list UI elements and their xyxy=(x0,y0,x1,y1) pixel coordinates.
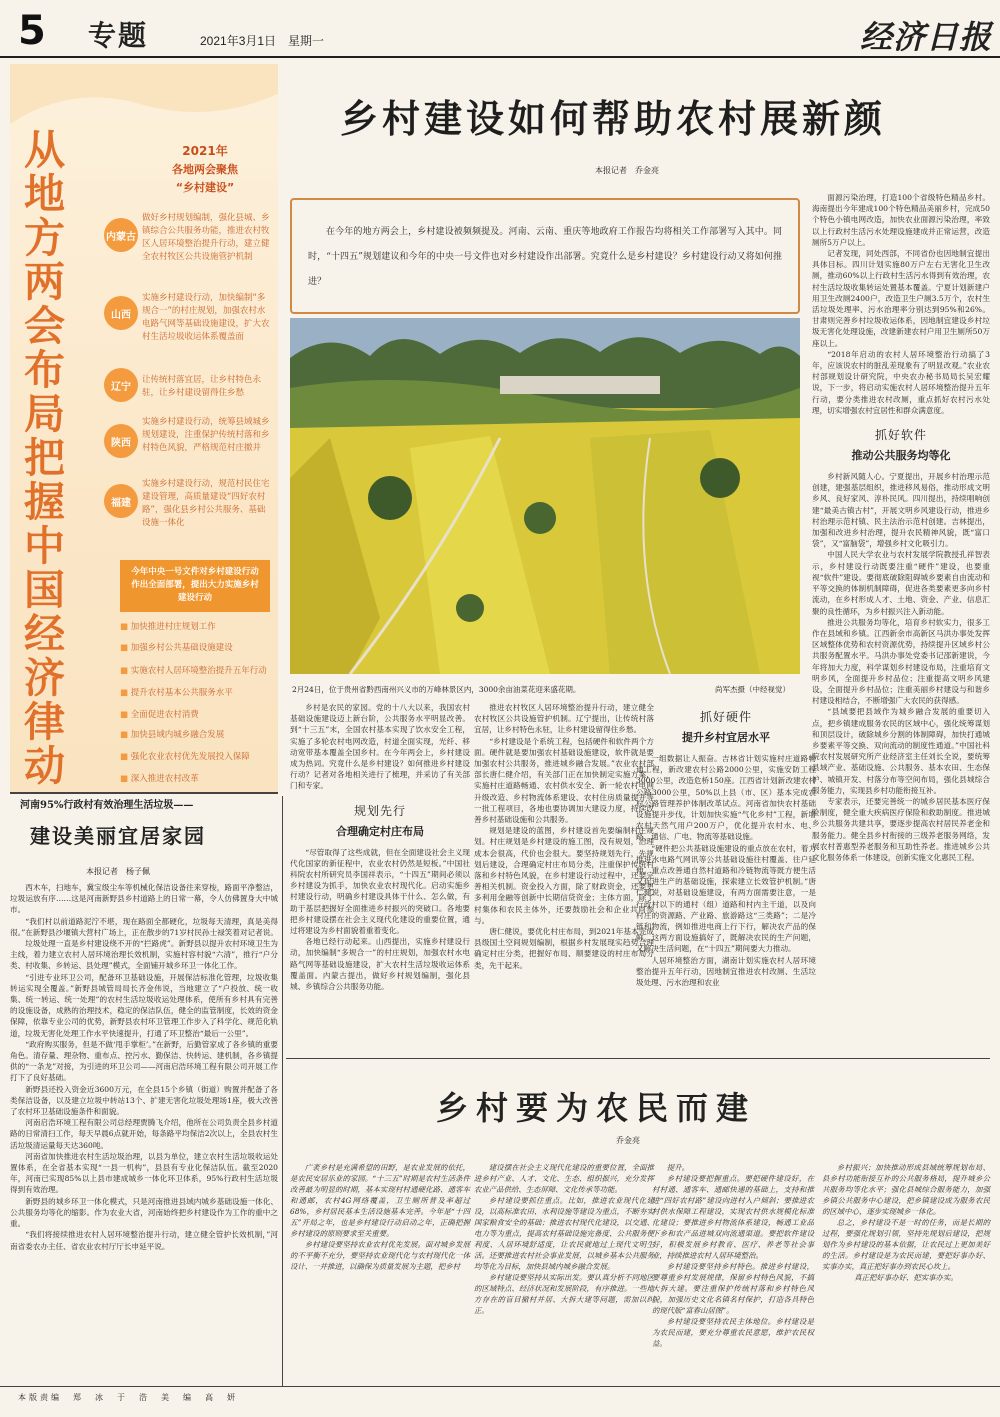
divider xyxy=(0,1386,1000,1387)
paragraph: 乡村建设要坚持乡村特色。推进乡村建设，要尊重乡村发展规律，保留乡村特色风貌，不搞大拆大建。要注重保护传统村落和乡村特色风貌，加强历史文化名镇名村保护，打造各具特色的现代版“富春山居图”。 xyxy=(652,1262,814,1315)
paragraph: 新野县还投入资金近3600万元，在全县15个乡镇（街道）购置并配备了各类保洁设备，以及建立垃圾中转站13个、扩建无害化垃圾处理场1座，极大改善了农村环卫基础设施条件和面貌。 xyxy=(10,1084,278,1117)
paper-logo: 经济日报 xyxy=(860,18,993,56)
paragraph: 提升。 xyxy=(666,1163,689,1172)
paragraph: 乡村建设要抓住重点。比如，推进农业现代化建设，以高标准农田、水利设施等建设为重点，不断夯实国家粮食安全的基础；推进农村现代化建设，以交通、电力等为重点，提高农村基础设施完备度、公共服务便利度、人居环境舒适度，让农民就地过上现代文明生活。还要推进农村社会事业发展，以城乡基本公共服务均等化为目标，加快县域内城乡融合发展。 xyxy=(474,1196,654,1271)
article-body xyxy=(10,882,278,1252)
page-footer: 本版责编 郑 冰 于 浩 美 编 高 妍 xyxy=(18,1393,238,1402)
theme-badge xyxy=(145,142,265,195)
badge-year: 2021年 xyxy=(182,144,228,158)
province-text: 做好乡村规划编制，强化县城、乡镇综合公共服务功能，推进农村牧区人居环境整治提升行动，建立健全农村牧区公共设施管护机制 xyxy=(142,213,270,262)
section-title: 专题 xyxy=(88,19,149,52)
paragraph: 河南省加快推进农村生活垃圾治理，以县为单位，建立农村生活垃圾收运处置体系，在全省基本实现“一县一机构”，县县有专业化保洁队伍。截至2020年，河南已实现85%以上县市建成城乡一体化环卫体系，95%行政村生活垃圾得到有效治理。 xyxy=(10,1151,278,1195)
main-column-2 xyxy=(474,702,654,971)
bullet-item: ■ 加快县域内城乡融合发展 xyxy=(120,730,224,740)
intro-box xyxy=(290,198,800,314)
paragraph: “引进专业环卫公司，配备环卫基础设施，开展保洁标准化管理，垃圾收集转运实现全覆盖。”新野县城管局局长齐金伟说，当地建立了“户投放、统一收集、统一转运、统一处理”的农村生活垃圾收运处理体系，使所有乡村具有完善的设施设备，成熟的治理技术，稳定的保洁队伍，健全的监管制度，长效的资金保障，依靠专业公司的优势，新野县农村环卫管理工作步入了科学化、规范化轨道，垃圾无害化处理工作水平快速提升，打通了环卫整治“最后一公里”。 xyxy=(10,972,278,1038)
paragraph: 总之，乡村建设不是一时的任务，而是长期的过程，要强化规划引领，坚持先规划后建设，把规划作为乡村建设的基本依据，让农民过上更加美好的生活。乡村建设是为农民而建，要把好事办好、实事办实，真正把好事办到农民心坎上。 xyxy=(822,1218,990,1271)
article-byline: 本报记者 杨子佩 xyxy=(86,867,150,876)
paragraph: “县域要把县域作为城乡融合发展的重要切入点，把乡镇建成服务农民的区域中心，强化统筹谋划和顶层设计，破除城乡分割的体制障碍，加快打通城乡要素平等交换、双向流动的制度性通道。”中国社科院农村发展研究所产业经济室主任刘长全说，要统筹县域产业、基础设施、公共服务、基本农田、生态保护、城镇开发、村落分布等空间布局，强化县城综合服务能力，实现县乡村功能衔接互补。 xyxy=(812,707,990,795)
central-document-box: 今年中央一号文件对乡村建设行动作出全面部署，提出大力实施乡村建设行动 xyxy=(120,560,270,612)
paragraph: 乡村建设要把握重点。要把硬件建设好，在村村通、通客车、通邮快递的基础上，支持和推进“四好农村路”建设向进村入户倾斜；要推进农村供水保障工程建设，实现农村供水规模化标准化建设；要推进乡村物流体系建设，畅通工业品下乡和农产品进城双向流通渠道。要把软件建设好，积极发展乡村教育、医疗、养老等社会事业，持续推进农村人居环境整治。 xyxy=(652,1174,814,1260)
main-headline: 乡村建设如何帮助农村展新颜 xyxy=(340,96,887,141)
subheading: 合理确定村庄布局 xyxy=(336,824,424,838)
bullet-item: ■ 提升农村基本公共服务水平 xyxy=(120,688,233,698)
paragraph: 中国人民大学农业与农村发展学院教授孔祥智表示，乡村建设行动既要注重“硬件”建设，也要重视“软件”建设。要彻底破除阻碍城乡要素自由流动和平等交换的体制机制障碍，促进各类要素更多向乡村流动，在乡村形成人才、土地、资金、产业、信息汇聚的良性循环，为乡村振兴注入新动能。 xyxy=(812,550,990,616)
bullet-item: ■ 全面促进农村消费 xyxy=(120,710,199,720)
page-number: 5 xyxy=(18,8,46,54)
paragraph: 推进公共服务均等化，培育乡村软实力，很多工作在县域和乡镇。江西新余市高新区马洪办事处发挥区域整体优势和农村资源优势，持续提升区域乡村公共服务配置水平。马洪办事处党委书记邵新建说，今年将加大力度，科学谋划乡村建设布局，注重培育文明乡风，全面提升乡村品位；注重提高文明乡风建设，全面提升乡村品位；注重美丽乡村建设与和谐乡村建设相结合，不断增强广大农民的获得感。 xyxy=(812,617,990,706)
editorial-headline: 乡村要为农民而建 xyxy=(436,1089,757,1127)
article-headline: 建设美丽宜居家园 xyxy=(30,824,206,848)
bullet-item: ■ 加快推进村庄规划工作 xyxy=(120,622,216,632)
main-column-3 xyxy=(636,708,816,988)
province-badge: 内蒙古 xyxy=(104,218,138,252)
paragraph: 乡村新风随人心。宁夏提出，开展乡村治理示范创建，建强基层组织，推进移风易俗，推动形成文明乡风、良好家风、淳朴民风。四川提出，持续唱响创建“最美古镇古村”，开展文明乡风建设行动，推进乡村治理示范村镇、民主法治示范村创建。吉林提出，加强和改进乡村治理，提升农民精神风貌，既“富口袋”，又“富脑袋”，增强乡村文化吸引力。 xyxy=(812,472,990,549)
subheading: 推动公共服务均等化 xyxy=(851,449,951,463)
badge-line1: 各地两会聚焦 xyxy=(172,163,238,176)
divider xyxy=(282,796,283,1386)
bullet-item: ■ 加强乡村公共基础设施建设 xyxy=(120,643,233,653)
bullet-item: ■ 实施农村人居环境整治提升五年行动 xyxy=(120,666,267,676)
province-badge: 山西 xyxy=(104,296,138,330)
vertical-headline: 从地方两会布局把握中国经济律动 xyxy=(24,126,65,790)
subheading: 规划先行 xyxy=(353,803,406,818)
intro-text: 在今年的地方两会上，乡村建设被频频提及。河南、云南、重庆等地政府工作报告均将相关工作部署写入其中。同时，“十四五”规划建议和今年的中央一号文件也对乡村建设作出部署。究竟什么是乡村建设？乡村建设行动又将如何推进？ xyxy=(308,227,782,287)
divider xyxy=(286,1058,990,1059)
paragraph: 真正把好事办好、把实事办实。 xyxy=(854,1273,958,1282)
paragraph: “乡村建设是个系统工程，包括硬件和软件两个方面。硬件就是要加强农村基础设施建设，软件就是要加强农村公共服务，推进城乡融合发展。”农业农村部部长唐仁健介绍，有关部门正在加快制定实施方案，实施村庄道路畅通、农村供水安全、新一轮农村电网升级改造、乡村物流体系建设、农村住房质量提升等一批工程项目，各地也要协调加大建设力度，持续改善乡村基础设施和公共服务。 xyxy=(474,736,654,825)
paragraph: 人居环境整治方面，湖南计划实施农村人居环境整治提升五年行动，因地制宜推进农村改厕、生活垃圾处理、污水治理和农业 xyxy=(636,955,816,988)
province-text: 实施乡村建设行动，规范村民住宅建设管理，高质量建设“四好农村路”，强化县乡村公共服务、基础设施一体化 xyxy=(142,479,270,528)
paragraph: 乡村建设要坚持从实际出发。要认真分析不同地区的区域特点、经济状况和发展阶段，有序推进。一些地方存在的盲目撤村并居、大拆大建等问题，需加以纠正。 xyxy=(474,1273,654,1315)
rapeseed-field-photo xyxy=(290,318,800,674)
editorial-column-4 xyxy=(822,1162,990,1283)
paragraph: 河南启浩环境工程有限公司总经理贾腾飞介绍，他所在公司负责全县乡村道路的日常清扫工作，每天早晨6点就开始，每条路平均保洁2次以上，全县农村生活垃圾清运量每天达360吨。 xyxy=(10,1118,278,1150)
paragraph: 面源污染治理，打造100个省级特色精品乡村。海南提出今年建成100个特色精品美丽乡村，完成50个特色小镇电网改造，加快农业面源污染治理，率致以上行政村生活污水处理设施建成并正常运营，改造厕所5万户以上。 xyxy=(812,193,990,247)
paragraph: 各地已经行动起来。山西提出，实施乡村建设行动，加快编制“多规合一”的村庄规划，加强农村水电路气网等基础设施建设，扩大农村生活垃圾收运体系覆盖面。内蒙古提出，做好乡村规划编制，强化县城、乡镇综合公共服务功能。 xyxy=(290,937,470,992)
divider xyxy=(10,792,278,794)
photo-caption: 2月24日，位于贵州省黔西南州兴义市的万峰林景区内，3000余亩油菜花迎来盛花期。 xyxy=(292,685,581,694)
photo-credit: 尚军杰摄（中经视觉） xyxy=(715,685,790,694)
editorial-column-3 xyxy=(652,1162,814,1349)
paragraph: 记者发现，同处西部，不同省份也因地制宜提出具体目标。四川计划实施80万户左右无害化卫生改厕，推动60%以上行政村生活污水得到有效治理，农村生活垃圾收集转运处置基本覆盖。宁夏计划新建户用卫生改厕2400户，改造卫生户厕3.5万个，农村生活垃圾处理率、污水治理率分别达到95%和26%。甘肃则完善乡村垃圾收运体系，因地制宜建设乡村垃圾无害化处理设施，改建新建农村户用卫生厕所50万座以上。 xyxy=(812,249,990,348)
editorial-column-2 xyxy=(474,1162,654,1316)
bullet-item: ■ 深入推进农村改革 xyxy=(120,774,199,784)
paragraph: “我们村以前道路泥泞不堪，现在路面全都硬化，垃圾每天清理，真是美得很。”在新野县沙堰镇大营村广场上，正在散步的71岁村民孙士禄笑着对记者说。 xyxy=(10,916,278,937)
province-text: 实施乡村建设行动，统筹县域城乡规划建设，注重保护传统村落和乡村特色风貌，严格规范村庄撤并 xyxy=(142,417,270,453)
paragraph: “2018年启动的农村人居环境整治行动搞了3年，应该说农村的脏乱差现象有了明显改观。”农业农村部规划设计研究院，中央农办秘书局局长吴宏耀说，下一步，将启动实施农村人居环境整治提升五年行动，要分类推进农村改厕，重点抓好农村污水处理，切实增强农村宜居性和群众满意度。 xyxy=(812,349,990,415)
paragraph: “硬件把公共基础设施建设的重点放在农村，着力推进水电路气网讯等公共基础设施往村覆盖、往户延伸，重点改善通自然村道路和冷链物流等既方便生活又促进生产的基础设施，探索建立长效管护机制。”唐仁健说，对基础设施建设，有两方面需要注意，一是行政村以下的通村（组）道路和村内主干道，以及向村庄的资源路、产业路、旅游路这“三类路”；二是冷链和物流，例如推进电商上行下行，解决农产品的保鲜。这两方面设施搞好了，既解决农民的生产问题，又解决生活问题，在“十四五”期间要大力推动。 xyxy=(636,843,816,954)
paragraph: 乡村振兴；加快推动形成县域统筹规划布局、县乡村功能衔接互补的公共服务格局，提升城乡公共服务均等化水平；强化县城综合服务能力，加强乡镇公共服务中心建设，把乡镇建设成为服务农民的区域中心，逐步实现城乡一体化。 xyxy=(822,1163,990,1216)
paragraph: 规划是建设的蓝图，乡村建设首先要编制村庄规划。村庄规划是乡村建设的施工图，没有规划，治理成本会很高，代价也会很大。要坚持规划先行，先规划后建设，合理确定村庄布局分类，注重保护传统村落和乡村特色风貌，在乡村建设行动过程中，还要完善相关机制。资金投入方面，除了财政资金，还要更多利用金融等创新中长期信贷资金；主体方面，除了村集体和农民主体外，还要鼓励社会和企业共同参与。 xyxy=(474,826,654,925)
main-byline: 本报记者 乔金亮 xyxy=(595,166,659,175)
paragraph: 西木车，扫地车，冀宝级尘车等机械化保洁设备往来穿梭，路面平净整洁，垃圾运放有序……这是河南新野县乡村道路上的日常一幕，令人仿佛置身大中城市。 xyxy=(10,883,278,915)
paragraph: “我们将接续推进农村人居环境整治提升行动，建立健全管护长效机制，”河南省委农办主任、省农业农村厅厅长申延平说。 xyxy=(10,1230,278,1251)
paragraph: 垃圾处理一直是乡村建设绕不开的“拦路虎”。新野县以提升农村环境卫生为主线，着力建立农村人居环境治理长效机制，实施村容村貌“六清”，推行“户分类、村收集、乡转运、县处理”模式，全面铺开城乡环卫一体化工作。 xyxy=(10,939,278,971)
main-column-4 xyxy=(812,192,990,863)
paragraph: 广袤乡村是充满希望的田野，是农业发展的依托，是农民安居乐业的家园。“十三五”时期是农村生活条件改善最为明显的时期，基本实现村村通硬化路、通客车和通邮，农村4G网络覆盖，卫生厕所普及率超过68%，乡村居民基本生活设施基本完善。今年是“十四五”开局之年，也是乡村建设行动启动之年，正确把握乡村建设的原则要求至关重要。 xyxy=(290,1163,470,1238)
paragraph: “政府购买服务，但是不做‘甩手掌柜’。”在新野，后勤管家成了各乡镇的重要角色。清存量、理杂物、重布点、控污水、勤保洁、快转运、建机制，各乡镇提供的“一条龙”对接，为引进的环卫公司——河南启浩环境工程有限公司开展工作打下了良好基础。 xyxy=(10,1039,278,1083)
paragraph: 推进农村牧区人居环境整治提升行动，建立健全农村牧区公共设施管护机制。辽宁提出，让传统村落宜居，让乡村特色永驻，让乡村建设留得住乡愁。 xyxy=(474,703,654,735)
province-badge: 福建 xyxy=(104,484,138,518)
main-column-1 xyxy=(290,702,470,992)
subheading: 抓好软件 xyxy=(874,428,927,443)
paragraph: 唐仁健说，要优化村庄布局，到2021年基本完成县级国土空间规划编制，根据乡村发展现实趋势合理确定村庄分类，把握好布局、顺要建设的村庄布局分类，先干起来。 xyxy=(474,927,654,970)
article-kicker: 河南95%行政村有效治理生活垃圾—— xyxy=(20,800,194,811)
paragraph: 乡村是农民的家园。党的十八大以来，我国农村基础设施建设迈上新台阶，公共服务水平明显改善。到“十三五”末，全国农村基本实现了饮水安全工程，实施了多轮农村电网改造，村道全面实现，光纤、移动宽带基本覆盖全国乡村。在今年两会上，乡村建设成为热词。究竟什么是乡村建设？如何推进乡村建设行动？记者对各地相关进行了梳理，并采访了有关部门和专家。 xyxy=(290,703,470,791)
bullet-item: ■ 强化农业农村优先发展投入保障 xyxy=(120,752,250,762)
paragraph: 新野县的城乡环卫一体化模式，只是河南推进县域内城乡基础设施一体化、公共服务均等化的缩影。作为农业大省，河南始终把乡村建设作为工作的重中之重。 xyxy=(10,1196,278,1229)
editorial-column-1 xyxy=(290,1162,470,1272)
publication-date: 2021年3月1日 星期一 xyxy=(200,34,325,48)
badge-line2: “乡村建设” xyxy=(175,181,235,194)
paragraph: 建设摆在社会主义现代化建设的重要位置，全面推进乡村产业、人才、文化、生态、组织振兴，充分发挥农业产品供给、生态屏障、文化传承等功能。 xyxy=(474,1163,654,1194)
paragraph: 一组数据让人振奋。吉林省计划实施村庄道路畅通工程，新改建农村公路2000公里，实施安防工程3000公里，改造危桥150座。江西省计划新改建农村公路3000公里，50%以上县（市、区）基本完成农村公路管理养护体制改革试点。河南省加快农村基础设施提升步伐，计划加快实施“气化乡村”工程，新增农村天然气用户200万户，优化提升农村水、电、路、通信、广电、物流等基础设施。 xyxy=(636,754,816,842)
landscape-illustration xyxy=(290,318,800,674)
masthead xyxy=(0,0,1000,58)
subheading: 抓好硬件 xyxy=(699,710,752,724)
paragraph: “尽管取得了这些成就，但在全面建设社会主义现代化国家的新征程中，农业农村仍然是短板。”中国社科院农村所研究员李国祥表示，“十四五”期间必须以乡村建设为抓手，加快农业农村现代化。启动实施乡村建设行动，明确乡村建设具体干什么、怎么做，有助于基层把握好全面推进乡村振兴的突破口。各地要把乡村建设摆在社会主义现代化建设的重要位置，通过将建设为乡村面貌着重着变化。 xyxy=(290,847,470,936)
subheading: 提升乡村宜居水平 xyxy=(682,731,770,744)
editorial-author: 乔金亮 xyxy=(616,1136,640,1145)
paragraph: 专家表示，还要完善统一的城乡居民基本医疗保险制度，健全重大疾病医疗保险和救助制度。推进城乡公共服务共建共享，要逐步提高农村居民养老金和服务能力。健全县乡村衔接的三级养老服务网络，发展农村普惠型养老服务和互助性养老。推进城乡公共文化服务体系一体建设，创新实施文化惠民工程。 xyxy=(812,796,990,862)
province-text: 实施乡村建设行动，加快编制“多规合一”的村庄规划，加强农村水电路气网等基础设施建设，扩大农村生活垃圾收运体系覆盖面 xyxy=(142,293,270,342)
province-badge: 陕西 xyxy=(104,424,138,458)
paragraph: 乡村建设要坚持农业农村优先发展。面对城乡发展的不平衡不充分，要坚持农业现代化与农村现代化一体设计、一并推进，以确保为质量发展为主题，把乡村 xyxy=(290,1240,470,1271)
paragraph: 乡村建设要坚持农民主体地位。乡村建设是为农民而建，要充分尊重农民意愿，维护农民权益。 xyxy=(652,1317,814,1348)
province-text: 让传统村落宜居，让乡村特色永驻，让乡村建设留得住乡愁 xyxy=(142,375,262,398)
province-badge: 辽宁 xyxy=(104,368,138,402)
